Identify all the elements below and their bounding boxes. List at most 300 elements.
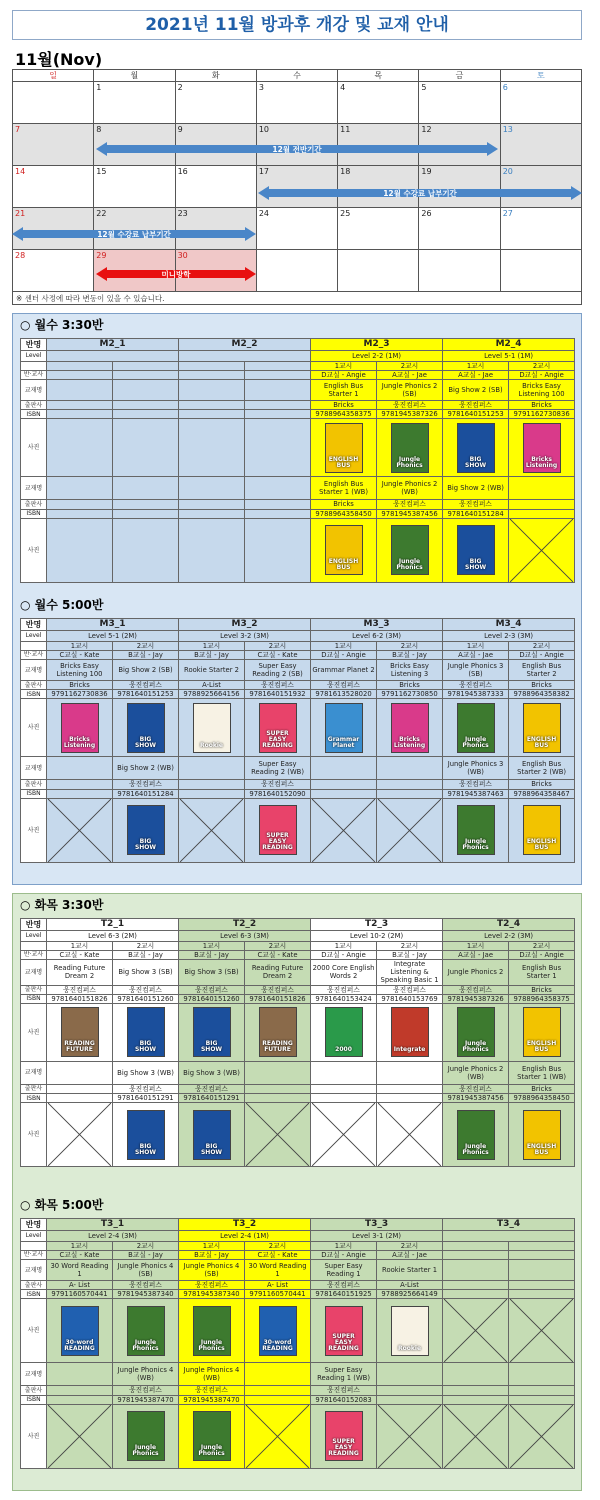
period: 2교시: [509, 361, 575, 370]
period: [113, 361, 179, 370]
isbn: [509, 1395, 575, 1404]
book-photo: [113, 699, 179, 757]
period: 2교시: [377, 941, 443, 950]
book-cover: [61, 1007, 99, 1057]
calendar-day: 22: [94, 208, 175, 250]
table-row: [21, 919, 575, 931]
calendar-day: 3: [256, 82, 337, 124]
book-cover-title: Rookie: [398, 1344, 422, 1352]
table-row: [21, 1103, 575, 1167]
book-cover-title: BIG SHOW: [200, 1142, 223, 1156]
isbn: [509, 509, 575, 518]
teacher: [47, 370, 113, 379]
isbn: 9791162730850: [377, 690, 443, 699]
book-cover-title: 30-word READING: [64, 1338, 95, 1352]
publisher: 웅진컴퍼스: [443, 401, 509, 410]
class-level: Level 3-2 (3M): [179, 630, 311, 641]
calendar-day: 27: [500, 208, 581, 250]
calendar-day: 4: [338, 82, 419, 124]
book-cover-title: ENGLISH BUS: [328, 558, 359, 572]
book-photo: [113, 1404, 179, 1468]
publisher: 웅진컴퍼스: [245, 780, 311, 789]
row-label: 교재명: [21, 1061, 47, 1084]
isbn: 9781945387463: [443, 789, 509, 798]
row-label: 사진: [21, 419, 47, 477]
publisher: 웅진컴퍼스: [311, 1281, 377, 1290]
book-cover: [259, 805, 297, 855]
empty-cross-icon: [444, 1405, 507, 1468]
teacher: [113, 370, 179, 379]
period: 1교시: [179, 941, 245, 950]
book-photo: [311, 1003, 377, 1061]
book-title: English Bus Starter 1: [509, 960, 575, 985]
isbn: 9781640151925: [311, 1290, 377, 1299]
book-photo: [113, 798, 179, 862]
book-title: [245, 380, 311, 401]
empty-cross-icon: [246, 1103, 309, 1166]
teacher: A교실 - Jae: [443, 950, 509, 959]
book-cover: [193, 1110, 231, 1160]
isbn: 9791162730836: [47, 690, 113, 699]
book-cover-title: Jungle Phonics: [198, 1338, 225, 1352]
book-cover-title: Jungle Phonics: [132, 1338, 159, 1352]
table-row: [21, 630, 575, 641]
class-level: Level 6-3 (2M): [47, 930, 179, 941]
period: 1교시: [47, 941, 113, 950]
book-photo: [245, 1003, 311, 1061]
row-label: 교재명: [21, 660, 47, 681]
period: 1교시: [311, 361, 377, 370]
class-name: T2_4: [443, 919, 575, 931]
book-cover: [325, 1411, 363, 1461]
class-name: M2_4: [443, 339, 575, 351]
publisher: [311, 1084, 377, 1093]
row-label: 교재명: [21, 477, 47, 500]
publisher: A-List: [377, 1281, 443, 1290]
book-photo: [443, 1103, 509, 1167]
weekday-wed: 수: [256, 70, 337, 82]
book-cover: [325, 1007, 363, 1057]
row-label: 출판사: [21, 1281, 47, 1290]
book-cover-title: SUPER EASY READING: [262, 729, 293, 749]
book-photo: [443, 1404, 509, 1468]
book-cover-title: Jungle Phonics: [462, 1040, 489, 1054]
book-cover: [259, 1306, 297, 1356]
book-photo: [179, 699, 245, 757]
calendar-day: 7: [13, 124, 94, 166]
class-name: M2_2: [179, 339, 311, 351]
book-title: Jungle Phonics 2 (SB): [377, 380, 443, 401]
period: 2교시: [377, 1241, 443, 1250]
book-cover: [259, 703, 297, 753]
book-photo: [245, 419, 311, 477]
book-title: Big Show 2 (WB): [113, 757, 179, 780]
table-row: [21, 660, 575, 681]
calendar-day: 17: [256, 166, 337, 208]
publisher: [47, 401, 113, 410]
calendar-day: 18: [338, 166, 419, 208]
isbn: 9781945387470: [113, 1395, 179, 1404]
book-title: Big Show 3 (WB): [179, 1061, 245, 1084]
row-label: 반·교사: [21, 1250, 47, 1259]
row-label: 출판사: [21, 1084, 47, 1093]
table-row: [21, 419, 575, 477]
isbn: 9788964358375: [509, 994, 575, 1003]
book-cover-title: READING FUTURE: [262, 1040, 293, 1054]
book-title: Big Show 3 (SB): [179, 960, 245, 985]
empty-cross-icon: [510, 519, 573, 582]
publisher: [179, 780, 245, 789]
book-photo: [509, 1404, 575, 1468]
table-row: [21, 941, 575, 950]
table-row: [21, 699, 575, 757]
teacher: B교실 - Jay: [113, 950, 179, 959]
book-photo: [113, 419, 179, 477]
calendar-day: 15: [94, 166, 175, 208]
book-title: English Bus Starter 1 (WB): [509, 1061, 575, 1084]
book-photo: [311, 419, 377, 477]
book-title: English Bus Starter 2 (WB): [509, 757, 575, 780]
teacher: B교실 - Jay: [179, 650, 245, 659]
book-cover: [193, 1007, 231, 1057]
book-title: [311, 1061, 377, 1084]
isbn: [179, 789, 245, 798]
book-photo: [377, 1103, 443, 1167]
publisher: Bricks: [311, 500, 377, 509]
row-label: 출판사: [21, 985, 47, 994]
class-name: T3_3: [311, 1219, 443, 1231]
book-photo: [443, 419, 509, 477]
weekday-thu: 목: [338, 70, 419, 82]
book-title: English Bus Starter 1 (WB): [311, 477, 377, 500]
publisher: 웅진컴퍼스: [245, 985, 311, 994]
calendar-day: 9: [175, 124, 256, 166]
teacher: D교실 - Angie: [311, 950, 377, 959]
publisher: Bricks: [509, 1084, 575, 1093]
teacher: C교실 - Kate: [47, 650, 113, 659]
isbn: 9781640151932: [245, 690, 311, 699]
isbn: 9791160570441: [47, 1290, 113, 1299]
class-level: Level 2-3 (3M): [443, 630, 575, 641]
isbn: 9781640151260: [179, 994, 245, 1003]
book-cover-title: Bricks Listening: [525, 455, 558, 469]
book-photo: [113, 1003, 179, 1061]
book-photo: [377, 419, 443, 477]
class-name: M2_3: [311, 339, 443, 351]
class-name: T3_1: [47, 1219, 179, 1231]
isbn: 9791160570441: [245, 1290, 311, 1299]
period: 2교시: [509, 641, 575, 650]
class-level: Level 2-2 (1M): [311, 350, 443, 361]
book-photo: [377, 1299, 443, 1363]
class-name: T3_4: [443, 1219, 575, 1231]
book-title: Super Easy Reading 2 (WB): [245, 757, 311, 780]
book-title: [179, 757, 245, 780]
book-cover-title: Jungle Phonics: [198, 1444, 225, 1458]
table-row: [21, 1061, 575, 1084]
row-label: Level: [21, 630, 47, 641]
book-cover: [325, 703, 363, 753]
table-row: [21, 500, 575, 509]
isbn: 9781640151826: [47, 994, 113, 1003]
table-row: [21, 1003, 575, 1061]
publisher: 웅진컴퍼스: [179, 1386, 245, 1395]
book-cover-title: BIG SHOW: [200, 1040, 223, 1054]
table-row: [21, 780, 575, 789]
book-cover: [523, 1007, 561, 1057]
section-heading: ○ 화목 3:30반: [20, 898, 104, 912]
calendar-day: [13, 82, 94, 124]
book-cover: [325, 423, 363, 473]
class-name: M3_1: [47, 619, 179, 631]
book-title: [509, 477, 575, 500]
book-photo: [245, 1404, 311, 1468]
period: 2교시: [113, 941, 179, 950]
isbn: 9781945387456: [443, 1094, 509, 1103]
isbn: 9781640151291: [179, 1094, 245, 1103]
book-cover: [193, 1411, 231, 1461]
table-row: [21, 950, 575, 959]
publisher: [179, 401, 245, 410]
publisher: Bricks: [509, 681, 575, 690]
table-row: [21, 1250, 575, 1259]
book-photo: [311, 1299, 377, 1363]
table-row: [21, 985, 575, 994]
calendar-day: 25: [338, 208, 419, 250]
row-label: 사진: [21, 1404, 47, 1468]
book-cover: [523, 423, 561, 473]
period: 1교시: [443, 641, 509, 650]
isbn: [47, 1395, 113, 1404]
book-title: Reading Future Dream 2: [245, 960, 311, 985]
book-title: [113, 380, 179, 401]
book-photo: [509, 419, 575, 477]
book-cover-title: Jungle Phonics: [396, 558, 423, 572]
class-name: M3_2: [179, 619, 311, 631]
calendar-note: ※ 센터 사정에 따라 변동이 있을 수 있습니다.: [12, 291, 582, 305]
weekday-mon: 월: [94, 70, 175, 82]
teacher: A교실 - Jae: [443, 370, 509, 379]
book-cover-title: Rookie: [200, 741, 223, 749]
isbn: [377, 789, 443, 798]
period: 2교시: [245, 641, 311, 650]
publisher: [245, 1386, 311, 1395]
calendar-day: 30: [175, 250, 256, 292]
isbn: [47, 789, 113, 798]
book-photo: [509, 1103, 575, 1167]
table-row: [21, 1230, 575, 1241]
isbn: [443, 1290, 509, 1299]
isbn: 9781945387326: [443, 994, 509, 1003]
calendar-day: 12: [419, 124, 500, 166]
book-photo: [113, 518, 179, 582]
book-title: [179, 380, 245, 401]
book-cover: [457, 1007, 495, 1057]
publisher: 웅진컴퍼스: [179, 985, 245, 994]
table-row: [21, 641, 575, 650]
publisher: 웅진컴퍼스: [443, 681, 509, 690]
isbn: [245, 509, 311, 518]
table-row: [21, 350, 575, 361]
table-row: [21, 410, 575, 419]
isbn: [311, 789, 377, 798]
book-photo: [509, 1003, 575, 1061]
publisher: 웅진컴퍼스: [443, 985, 509, 994]
book-photo: [443, 518, 509, 582]
empty-cross-icon: [48, 799, 111, 862]
book-photo: [179, 1299, 245, 1363]
table-row: [21, 681, 575, 690]
weekday-sat: 토: [500, 70, 581, 82]
book-cover-title: SUPER EASY READING: [262, 832, 293, 852]
book-photo: [245, 798, 311, 862]
calendar: [12, 69, 582, 292]
teacher: B교실 - Jay: [179, 950, 245, 959]
calendar-day: 21: [13, 208, 94, 250]
calendar-header-row: [13, 70, 582, 82]
book-photo: [47, 1003, 113, 1061]
book-title: [47, 477, 113, 500]
book-cover-title: SUPER EASY READING: [328, 1438, 359, 1458]
book-title: Super Easy Reading 2 (SB): [245, 660, 311, 681]
period: 2교시: [245, 941, 311, 950]
teacher: D교실 - Angie: [509, 650, 575, 659]
isbn: [113, 410, 179, 419]
book-photo: [509, 699, 575, 757]
publisher: A-List: [179, 681, 245, 690]
book-cover-title: ENGLISH BUS: [526, 838, 557, 852]
period: 2교시: [245, 1241, 311, 1250]
table-row: [21, 361, 575, 370]
isbn: 9781640153424: [311, 994, 377, 1003]
isbn: [509, 1290, 575, 1299]
calendar-day: 2: [175, 82, 256, 124]
publisher: [113, 401, 179, 410]
period-arrow: [96, 267, 256, 281]
publisher: 웅진컴퍼스: [377, 500, 443, 509]
isbn: 9781945387340: [179, 1290, 245, 1299]
row-label: 교재명: [21, 1363, 47, 1386]
row-label: ISBN: [21, 994, 47, 1003]
book-title: [377, 757, 443, 780]
class-name: T2_3: [311, 919, 443, 931]
section-heading: ○ 월수 3:30반: [20, 318, 104, 332]
publisher: 웅진컴퍼스: [113, 681, 179, 690]
book-title: [47, 757, 113, 780]
book-title: [443, 1363, 509, 1386]
class-level: [179, 350, 311, 361]
book-photo: [377, 798, 443, 862]
month-label: 11월(Nov): [15, 50, 103, 69]
book-cover-title: 30-word READING: [262, 1338, 293, 1352]
calendar-day: 10: [256, 124, 337, 166]
publisher: 웅진컴퍼스: [443, 1084, 509, 1093]
class-table: [20, 338, 575, 583]
teacher: B교실 - Jay: [113, 1250, 179, 1259]
book-title: [113, 477, 179, 500]
row-label: 반·교사: [21, 650, 47, 659]
teacher: [443, 1250, 509, 1259]
table-row: [21, 401, 575, 410]
book-cover: [193, 1306, 231, 1356]
book-photo: [245, 518, 311, 582]
row-label: 출판사: [21, 780, 47, 789]
book-photo: [377, 1404, 443, 1468]
book-photo: [311, 518, 377, 582]
row-label: Level: [21, 350, 47, 361]
publisher: Bricks: [509, 985, 575, 994]
book-cover: [457, 703, 495, 753]
publisher: [47, 500, 113, 509]
row-label: 반명: [21, 619, 47, 631]
table-row: [21, 650, 575, 659]
empty-cross-icon: [312, 799, 375, 862]
period: 1교시: [179, 641, 245, 650]
calendar-day: 23: [175, 208, 256, 250]
publisher: [377, 780, 443, 789]
class-name: M3_4: [443, 619, 575, 631]
row-label: 교재명: [21, 1260, 47, 1281]
book-title: Jungle Phonics 2 (WB): [377, 477, 443, 500]
book-title: Jungle Phonics 4 (WB): [179, 1363, 245, 1386]
table-row: [21, 798, 575, 862]
class-level: Level 6-2 (3M): [311, 630, 443, 641]
calendar-day: 5: [419, 82, 500, 124]
book-cover-title: Jungle Phonics: [462, 1142, 489, 1156]
period-arrow: [12, 227, 256, 241]
book-cover: [325, 525, 363, 575]
book-title: [47, 1061, 113, 1084]
book-photo: [47, 699, 113, 757]
publisher: [443, 1386, 509, 1395]
table-row: [21, 370, 575, 379]
section-heading: ○ 월수 5:00반: [20, 598, 104, 612]
publisher: A- List: [245, 1281, 311, 1290]
table-row: [21, 1281, 575, 1290]
publisher: 웅진컴퍼스: [113, 780, 179, 789]
class-level: Level 5-1 (1M): [443, 350, 575, 361]
isbn: 9781945387456: [377, 509, 443, 518]
book-cover-title: ENGLISH BUS: [328, 455, 359, 469]
publisher: 웅진컴퍼스: [377, 401, 443, 410]
publisher: 웅진컴퍼스: [179, 1281, 245, 1290]
book-photo: [377, 518, 443, 582]
publisher: 웅진컴퍼스: [311, 681, 377, 690]
isbn: 9788925664156: [179, 690, 245, 699]
class-name: T2_1: [47, 919, 179, 931]
calendar-day: 24: [256, 208, 337, 250]
isbn: 9781945387470: [179, 1395, 245, 1404]
period-arrow-label: 12월 수강료 납부기간: [383, 188, 457, 198]
book-title: [509, 1363, 575, 1386]
book-title: [509, 1260, 575, 1281]
isbn: 9788964358467: [509, 789, 575, 798]
row-label: 반·교사: [21, 370, 47, 379]
book-photo: [311, 699, 377, 757]
teacher: D교실 - Angie: [311, 370, 377, 379]
period: 1교시: [443, 941, 509, 950]
class-level: Level 10-2 (2M): [311, 930, 443, 941]
book-title: Jungle Phonics 4 (WB): [113, 1363, 179, 1386]
book-cover: [259, 1007, 297, 1057]
period: 2교시: [113, 641, 179, 650]
book-cover-title: 2000: [335, 1046, 352, 1054]
publisher: 웅진컴퍼스: [113, 985, 179, 994]
empty-cross-icon: [48, 1103, 111, 1166]
period: [443, 1241, 509, 1250]
publisher: [509, 1281, 575, 1290]
book-photo: [47, 518, 113, 582]
